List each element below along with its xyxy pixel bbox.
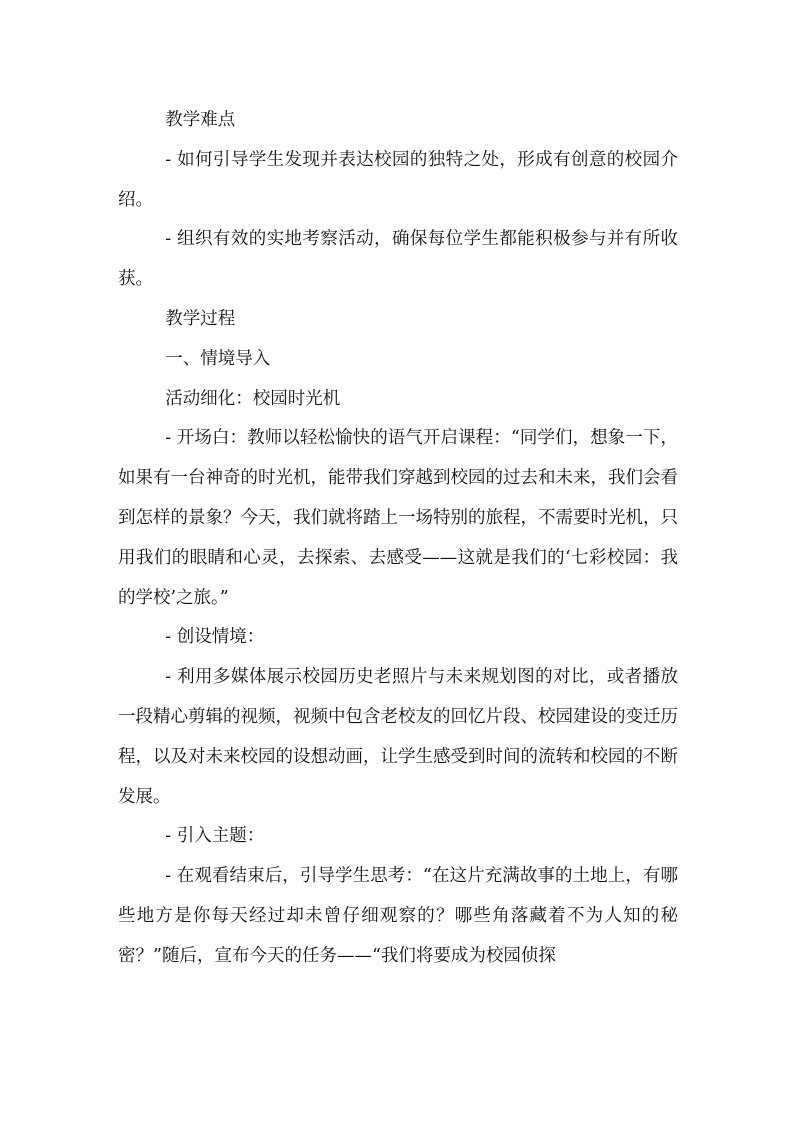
introduce-theme-label: - 引入主题： bbox=[165, 826, 265, 847]
section-title-situation-intro: 一、情境导入 bbox=[165, 348, 271, 369]
opening-remarks: - 开场白：教师以轻松愉快的语气开启课程：“同学们，想象一下，如果有一台神奇的时光机，能带我们穿越到校园的过去和未来，我们会看到怎样的景象？今天，我们就将踏上一场特别的旅程，不需要时光机，只用我们的眼睛和心灵，去探索、去感受——这就是我们的‘七彩校园：我的学校’之旅。” bbox=[118, 428, 678, 608]
document-body bbox=[118, 101, 678, 977]
guiding-question: - 在观看结束后，引导学生思考：“在这片充满故事的土地上，有哪些地方是你每天经过却未曾仔细观察的？哪些角落藏着不为人知的秘密？”随后，宣布今天的任务——“我们将要成为校园侦探 bbox=[118, 866, 678, 966]
difficulty-item-2: - 组织有效的实地考察活动，确保每位学生都能积极参与并有所收获。 bbox=[118, 229, 678, 290]
heading-teaching-process: 教学过程 bbox=[165, 308, 236, 329]
activity-title: 活动细化：校园时光机 bbox=[165, 388, 341, 409]
heading-teaching-difficulties: 教学难点 bbox=[165, 110, 236, 130]
multimedia-description: - 利用多媒体展示校园历史老照片与未来规划图的对比，或者播放一段精心剪辑的视频，视频中包含老校友的回忆片段、校园建设的变迁历程，以及对未来校园的设想动画，让学生感受到时间的流转和校园的不断发展。 bbox=[118, 667, 678, 807]
difficulty-item-1: - 如何引导学生发现并表达校园的独特之处，形成有创意的校园介绍。 bbox=[118, 149, 678, 210]
create-situation-label: - 创设情境： bbox=[165, 627, 265, 648]
